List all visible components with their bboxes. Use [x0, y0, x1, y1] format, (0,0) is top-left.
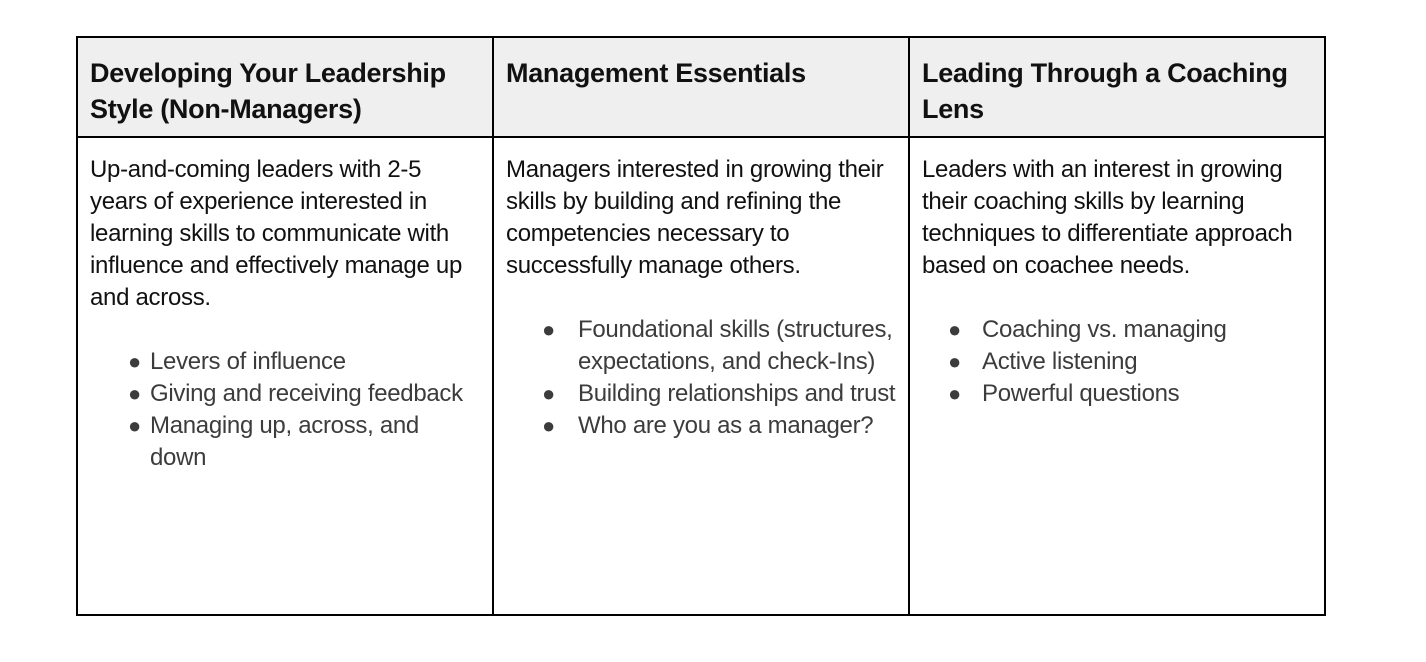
program-comparison-table: [76, 36, 1326, 616]
topic-label: Giving and receiving feedback: [150, 380, 463, 407]
list-item: [90, 410, 480, 474]
list-item: [506, 378, 896, 410]
table-body-row: [77, 137, 1325, 615]
table-cell-coaching-lens: [909, 137, 1325, 615]
list-item: [922, 378, 1312, 410]
audience-description: Managers interested in growing their skills by building and refining the competencies necessary to successfully manage others.: [506, 156, 884, 279]
list-item: [506, 314, 896, 378]
bullet-icon: ●: [948, 317, 961, 342]
bullet-icon: ●: [128, 349, 141, 374]
list-item: [90, 346, 480, 378]
bullet-icon: ●: [542, 381, 555, 406]
topic-list: [922, 314, 1312, 410]
list-item: [922, 346, 1312, 378]
topic-label: Coaching vs. managing: [982, 316, 1227, 343]
topic-label: Levers of influence: [150, 348, 346, 375]
table-header-row: [77, 37, 1325, 137]
audience-description: Up-and-coming leaders with 2-5 years of experience interested in learning skills to communicate with influence and effectively manage up and across.: [90, 156, 462, 311]
topic-list: [90, 346, 480, 474]
topic-label: Who are you as a manager?: [578, 412, 874, 439]
topic-list: [506, 314, 896, 442]
topic-label: Active listening: [982, 348, 1138, 375]
bullet-icon: ●: [948, 349, 961, 374]
bullet-icon: ●: [128, 381, 141, 406]
topic-label: Powerful questions: [982, 380, 1180, 407]
column-heading-management-essentials: Management Essentials: [493, 37, 909, 137]
table-cell-leadership-style: [77, 137, 493, 615]
bullet-icon: ●: [128, 413, 141, 438]
list-item: [922, 314, 1312, 346]
column-heading-coaching-lens: Leading Through a Coaching Lens: [909, 37, 1325, 137]
table-cell-management-essentials: [493, 137, 909, 615]
bullet-icon: ●: [542, 413, 555, 438]
topic-label: Managing up, across, and down: [150, 412, 419, 471]
column-heading-leadership-style: Developing Your Leadership Style (Non-Managers): [77, 37, 493, 137]
list-item: [506, 410, 896, 442]
list-item: [90, 378, 480, 410]
bullet-icon: ●: [542, 317, 555, 342]
bullet-icon: ●: [948, 381, 961, 406]
topic-label: Building relationships and trust: [578, 380, 896, 407]
audience-description: Leaders with an interest in growing their coaching skills by learning techniques to differentiate approach based on coachee needs.: [922, 156, 1293, 279]
topic-label: Foundational skills (structures, expectations, and check-Ins): [578, 316, 893, 375]
